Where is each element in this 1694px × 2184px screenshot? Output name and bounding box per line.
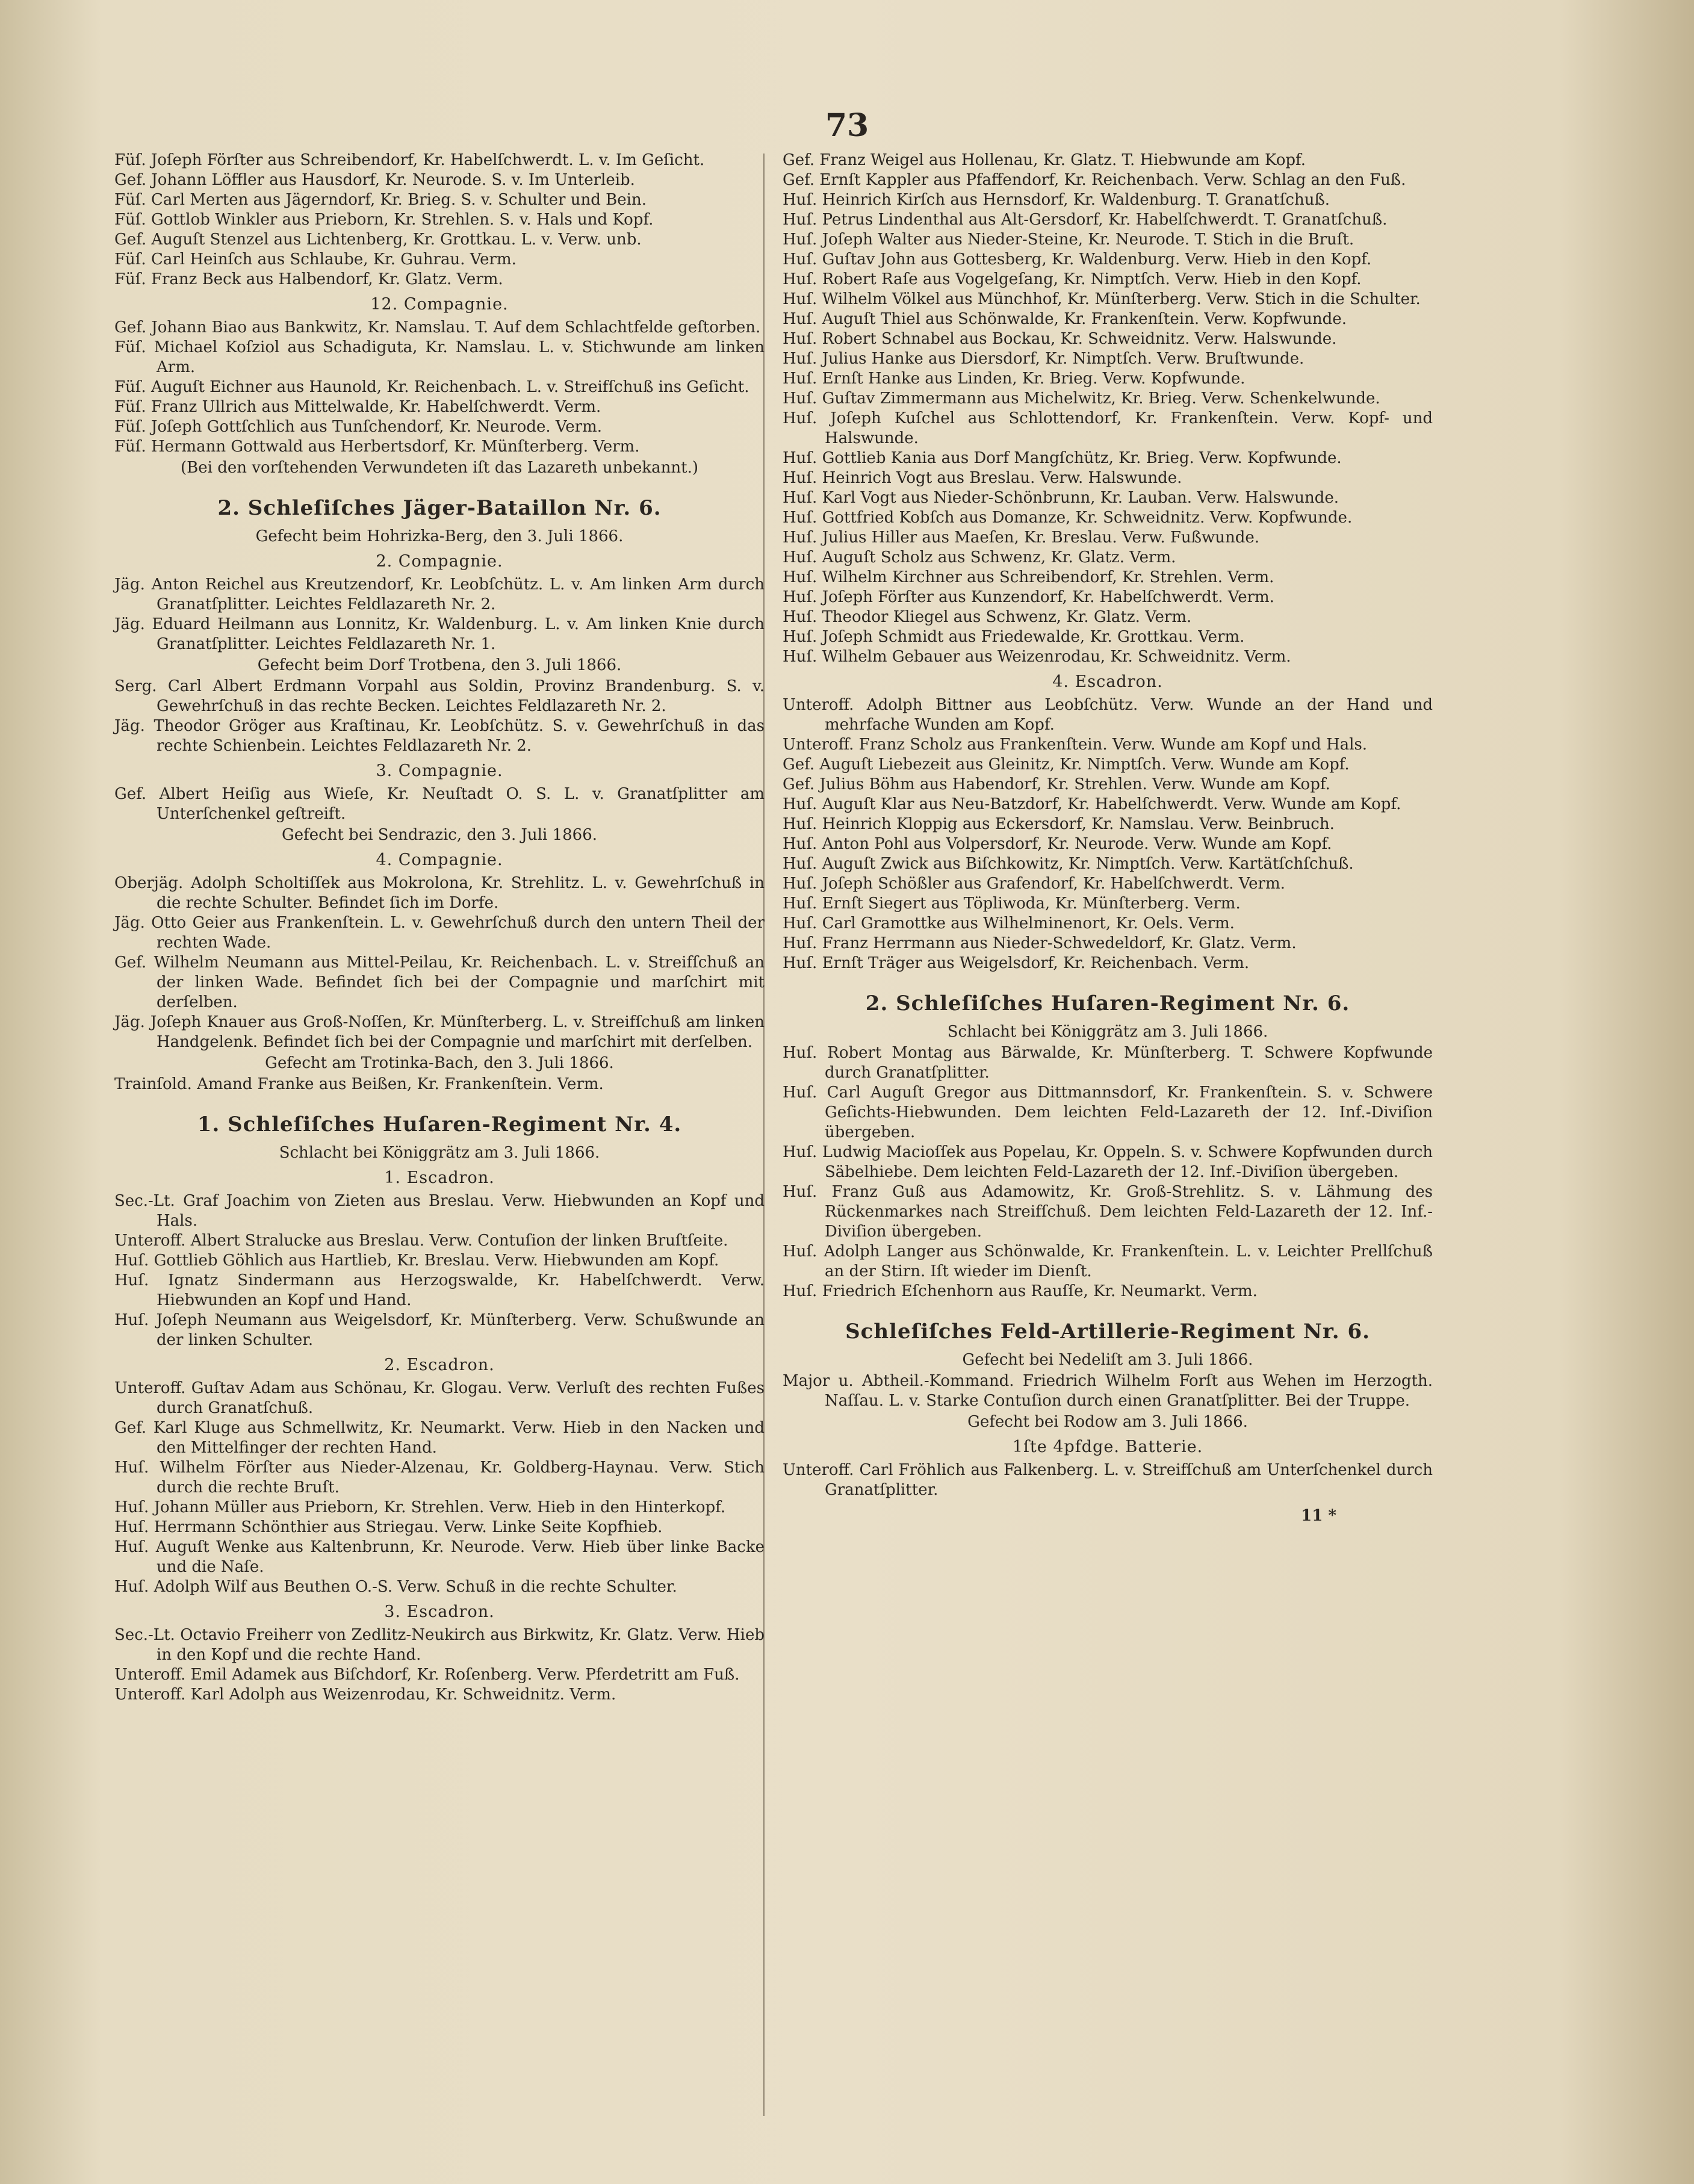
casualty-entry: Füſ. Franz Ullrich aus Mittelwalde, Kr. Habelſchwerdt. Verm. [114,398,601,416]
casualty-entry: Gef. Wilhelm Neumann aus Mittel-Peilau, Kr. Reichenbach. L. v. Streifſchuß an der linken Wade. Befindet ſich bei der Compagnie und marſchirt mit derſelben. [114,954,765,1011]
entry-list [783,150,1433,667]
regiment-heading: 2. Schleſiſches Huſaren-Regiment Nr. 6. [865,991,1350,1016]
casualty-entry: Sec.-Lt. Graf Joachim von Zieten aus Breslau. Verw. Hiebwunden an Kopf und Hals. [114,1192,765,1230]
battle-heading: Schlacht bei Königgrätz am 3. Juli 1866. [947,1023,1268,1041]
casualty-entry: Huſ. Carl Auguſt Gregor aus Dittmannsdorf, Kr. Frankenſtein. S. v. Schwere Geſichts-Hiebwunden. Dem leichten Feld-Lazareth der 12. Inf.-Diviſion übergeben. [783,1084,1433,1141]
casualty-entry: Huſ. Julius Hanke aus Diersdorf, Kr. Nimptſch. Verw. Bruſtwunde. [783,350,1305,368]
entry-list [783,1371,1433,1411]
casualty-entry: Huſ. Auguſt Scholz aus Schwenz, Kr. Glatz. Verm. [783,548,1176,566]
battery-heading: 1ſte 4pfdge. Batterie. [1012,1438,1203,1456]
entry-list [114,318,765,457]
casualty-entry: Unteroff. Karl Adolph aus Weizenrodau, Kr. Schweidnitz. Verm. [114,1686,616,1704]
company-heading: 12. Compagnie. [370,295,509,314]
battle-heading: Schlacht bei Königgrätz am 3. Juli 1866. [279,1144,600,1162]
casualty-entry: Huſ. Ernſt Träger aus Weigelsdorf, Kr. Reichenbach. Verm. [783,954,1250,972]
entry-list [114,1625,765,1705]
signature-mark: 11 * [1301,1507,1336,1525]
entry-list [114,1075,765,1094]
casualty-entry: Gef. Karl Kluge aus Schmellwitz, Kr. Neumarkt. Verw. Hieb in den Nacken und den Mittelfinger der rechten Hand. [114,1419,765,1457]
casualty-entry: Huſ. Ernſt Siegert aus Töpliwoda, Kr. Münſterberg. Verm. [783,895,1241,913]
left-column [114,150,765,1705]
entry-list [783,1043,1433,1301]
battle-heading: Gefecht beim Hohrizka-Berg, den 3. Juli 1866. [255,527,624,545]
casualty-entry: Gef. Albert Heiſig aus Wieſe, Kr. Neuſtadt O. S. L. v. Granatſplitter am Unterſchenkel geſtreift. [114,785,765,823]
casualty-entry: Unteroff. Carl Fröhlich aus Falkenberg. L. v. Streifſchuß am Unterſchenkel durch Granatſplitter. [783,1461,1433,1499]
entry-list [114,150,765,290]
battle-heading: Gefecht am Trotinka-Bach, den 3. Juli 1866. [265,1054,614,1072]
casualty-entry: Huſ. Wilhelm Gebauer aus Weizenrodau, Kr. Schweidnitz. Verm. [783,648,1291,666]
casualty-entry: Füſ. Carl Merten aus Jägerndorf, Kr. Brieg. S. v. Schulter und Bein. [114,191,647,209]
casualty-entry: Jäg. Anton Reichel aus Kreutzendorf, Kr. Leobſchütz. L. v. Am linken Arm durch Granatſplitter. Leichtes Feldlazareth Nr. 2. [114,575,765,613]
casualty-entry: Huſ. Julius Hiller aus Maeſen, Kr. Breslau. Verw. Fußwunde. [783,529,1260,547]
casualty-entry: Huſ. Franz Herrmann aus Nieder-Schwedeldorf, Kr. Glatz. Verm. [783,934,1297,952]
escadron-heading: 4. Escadron. [1052,672,1163,691]
casualty-entry: Huſ. Joſeph Kuſchel aus Schlottendorf, Kr. Frankenſtein. Verw. Kopf- und Halswunde. [783,409,1433,447]
casualty-entry: Huſ. Karl Vogt aus Nieder-Schönbrunn, Kr. Lauban. Verw. Halswunde. [783,489,1339,507]
casualty-entry: Huſ. Ernſt Hanke aus Linden, Kr. Brieg. Verw. Kopfwunde. [783,370,1246,388]
casualty-entry: Unteroff. Emil Adamek aus Biſchdorf, Kr. Roſenberg. Verw. Pferdetritt am Fuß. [114,1666,740,1684]
casualty-entry: Jäg. Theodor Gröger aus Kraſtinau, Kr. Leobſchütz. S. v. Gewehrſchuß in das rechte Schienbein. Leichtes Feldlazareth Nr. 2. [114,717,765,755]
casualty-entry: Huſ. Gottfried Kobſch aus Domanze, Kr. Schweidnitz. Verw. Kopfwunde. [783,509,1353,527]
casualty-entry: Huſ. Guſtav Zimmermann aus Michelwitz, Kr. Brieg. Verw. Schenkelwunde. [783,389,1380,408]
regiment-heading: 2. Schleſiſches Jäger-Bataillon Nr. 6. [217,496,662,520]
casualty-entry: Huſ. Wilhelm Förſter aus Nieder-Alzenau, Kr. Goldberg-Haynau. Verw. Stich durch die rechte Bruſt. [114,1459,765,1497]
battle-heading: Gefecht beim Dorf Trotbena, den 3. Juli 1866. [257,656,622,674]
casualty-entry: Huſ. Theodor Kliegel aus Schwenz, Kr. Glatz. Verm. [783,608,1192,626]
casualty-entry: Gef. Julius Böhm aus Habendorf, Kr. Strehlen. Verw. Wunde am Kopf. [783,775,1330,793]
regiment-heading: Schleſiſches Feld-Artillerie-Regiment Nr. 6. [845,1320,1370,1344]
casualty-entry: Gef. Auguſt Liebezeit aus Gleinitz, Kr. Nimptſch. Verw. Wunde am Kopf. [783,755,1350,774]
casualty-entry: Füſ. Auguſt Eichner aus Haunold, Kr. Reichenbach. L. v. Streifſchuß ins Geſicht. [114,378,749,396]
casualty-entry: Huſ. Joſeph Neumann aus Weigelsdorf, Kr. Münſterberg. Verw. Schußwunde an der linken Schulter. [114,1311,765,1349]
casualty-entry: Gef. Johann Löffler aus Hausdorf, Kr. Neurode. S. v. Im Unterleib. [114,171,635,189]
casualty-entry: Huſ. Anton Pohl aus Volpersdorf, Kr. Neurode. Verw. Wunde am Kopf. [783,835,1332,853]
casualty-entry: Trainſold. Amand Franke aus Beißen, Kr. Frankenſtein. Verm. [114,1075,604,1093]
casualty-entry: Füſ. Hermann Gottwald aus Herbertsdorf, Kr. Münſterberg. Verm. [114,438,640,456]
entry-list [114,677,765,756]
casualty-entry: Huſ. Friedrich Eſchenhorn aus Rauſſe, Kr. Neumarkt. Verm. [783,1282,1258,1300]
casualty-entry: Huſ. Heinrich Kirſch aus Hernsdorf, Kr. Waldenburg. T. Granatſchuß. [783,191,1330,209]
entry-list [783,1460,1433,1500]
casualty-entry: Huſ. Gottlieb Kania aus Dorf Mangſchütz, Kr. Brieg. Verw. Kopfwunde. [783,449,1342,467]
casualty-entry: Oberjäg. Adolph Scholtiſſek aus Mokrolona, Kr. Strehlitz. L. v. Gewehrſchuß in die rechte Schulter. Befindet ſich im Dorfe. [114,874,765,912]
casualty-entry: Huſ. Ignatz Sindermann aus Herzogswalde, Kr. Habelſchwerdt. Verw. Hiebwunden an Kopf und Hand. [114,1271,765,1309]
casualty-entry: Huſ. Heinrich Vogt aus Breslau. Verw. Halswunde. [783,469,1182,487]
page-number: 73 [825,107,869,144]
casualty-entry: Füſ. Franz Beck aus Halbendorf, Kr. Glatz. Verm. [114,270,503,288]
casualty-entry: Huſ. Robert Montag aus Bärwalde, Kr. Münſterberg. T. Schwere Kopfwunde durch Granatſplitter. [783,1044,1433,1082]
battle-heading: Gefecht bei Sendrazic, den 3. Juli 1866. [281,826,598,844]
casualty-entry: Huſ. Carl Gramottke aus Wilhelminenort, Kr. Oels. Verm. [783,914,1235,932]
casualty-entry: Huſ. Petrus Lindenthal aus Alt-Gersdorf, Kr. Habelſchwerdt. T. Granatſchuß. [783,211,1388,229]
entry-list [114,873,765,1052]
entry-list [114,784,765,824]
note: (Bei den vorſtehenden Verwundeten iſt das Lazareth unbekannt.) [181,459,698,477]
right-column [783,150,1433,1526]
casualty-entry: Huſ. Joſeph Walter aus Nieder-Steine, Kr. Neurode. T. Stich in die Bruſt. [783,231,1354,249]
casualty-entry: Huſ. Joſeph Schößler aus Grafendorf, Kr. Habelſchwerdt. Verm. [783,875,1285,893]
casualty-entry: Unteroff. Albert Stralucke aus Breslau. Verw. Contuſion der linken Bruſtſeite. [114,1232,728,1250]
company-heading: 2. Compagnie. [376,552,503,571]
casualty-entry: Serg. Carl Albert Erdmann Vorpahl aus Soldin, Provinz Brandenburg. S. v. Gewehrſchuß in das rechte Becken. Leichtes Feldlazareth Nr. 2. [114,677,765,715]
casualty-entry: Huſ. Guſtav John aus Gottesberg, Kr. Waldenburg. Verw. Hieb in den Kopf. [783,250,1372,268]
escadron-heading: 2. Escadron. [384,1356,495,1374]
escadron-heading: 3. Escadron. [384,1602,495,1621]
casualty-entry: Huſ. Adolph Langer aus Schönwalde, Kr. Frankenſtein. L. v. Leichter Prellſchuß an der Stirn. Iſt wieder im Dienſt. [783,1242,1433,1280]
casualty-entry: Unteroff. Franz Scholz aus Frankenſtein. Verw. Wunde am Kopf und Hals. [783,736,1368,754]
casualty-entry: Füſ. Joſeph Förſter aus Schreibendorf, Kr. Habelſchwerdt. L. v. Im Geſicht. [114,151,705,169]
casualty-entry: Huſ. Auguſt Thiel aus Schönwalde, Kr. Frankenſtein. Verw. Kopfwunde. [783,310,1347,328]
casualty-entry: Huſ. Robert Raſe aus Vogelgeſang, Kr. Nimptſch. Verw. Hieb in den Kopf. [783,270,1362,288]
casualty-entry: Major u. Abtheil.-Kommand. Friedrich Wilhelm Forſt aus Wehen im Herzogth. Naſſau. L. v. Starke Contuſion durch einen Granatſplitter. Bei der Truppe. [783,1372,1433,1410]
entry-list [114,1191,765,1350]
casualty-entry: Jäg. Joſeph Knauer aus Groß-Noſſen, Kr. Münſterberg. L. v. Streifſchuß am linken Handgelenk. Befindet ſich bei der Compagnie und marſchirt mit derſelben. [114,1013,765,1051]
entry-list [114,575,765,654]
battle-heading: Gefecht bei Rodow am 3. Juli 1866. [967,1413,1248,1431]
casualty-entry: Huſ. Joſeph Förſter aus Kunzendorf, Kr. Habelſchwerdt. Verm. [783,588,1274,606]
casualty-entry: Huſ. Heinrich Kloppig aus Eckersdorf, Kr. Namslau. Verw. Beinbruch. [783,815,1335,833]
casualty-entry: Füſ. Joſeph Gottſchlich aus Tunſchendorf, Kr. Neurode. Verm. [114,418,602,436]
casualty-entry: Jäg. Eduard Heilmann aus Lonnitz, Kr. Waldenburg. L. v. Am linken Knie durch Granatſplitter. Leichtes Feldlazareth Nr. 1. [114,615,765,653]
casualty-entry: Gef. Franz Weigel aus Hollenau, Kr. Glatz. T. Hiebwunde am Kopf. [783,151,1306,169]
battle-heading: Gefecht bei Nedeliſt am 3. Juli 1866. [962,1351,1253,1369]
casualty-entry: Gef. Auguſt Stenzel aus Lichtenberg, Kr. Grottkau. L. v. Verw. unb. [114,231,642,249]
escadron-heading: 1. Escadron. [384,1168,495,1187]
regiment-heading: 1. Schleſiſches Huſaren-Regiment Nr. 4. [197,1112,682,1137]
company-heading: 3. Compagnie. [376,762,503,780]
casualty-entry: Huſ. Auguſt Wenke aus Kaltenbrunn, Kr. Neurode. Verw. Hieb über linke Backe und die Naſe. [114,1538,765,1576]
casualty-entry: Huſ. Wilhelm Kirchner aus Schreibendorf, Kr. Strehlen. Verm. [783,568,1274,586]
casualty-entry: Huſ. Wilhelm Völkel aus Münchhof, Kr. Münſterberg. Verw. Stich in die Schulter. [783,290,1421,308]
casualty-entry: Füſ. Michael Koſziol aus Schadiguta, Kr. Namslau. L. v. Stichwunde am linken Arm. [114,338,765,376]
casualty-entry: Füſ. Carl Heinſch aus Schlaube, Kr. Guhrau. Verm. [114,250,517,268]
casualty-entry: Huſ. Robert Schnabel aus Bockau, Kr. Schweidnitz. Verw. Halswunde. [783,330,1337,348]
casualty-entry: Gef. Ernſt Kappler aus Pfaffendorf, Kr. Reichenbach. Verw. Schlag an den Fuß. [783,171,1406,189]
casualty-entry: Jäg. Otto Geier aus Frankenſtein. L. v. Gewehrſchuß durch den untern Theil der rechten Wade. [114,914,765,952]
casualty-entry: Huſ. Franz Guß aus Adamowitz, Kr. Groß-Strehlitz. S. v. Lähmung des Rückenmarkes nach Streifſchuß. Dem leichten Feld-Lazareth der 12. Inf.-Diviſion übergeben. [783,1183,1433,1241]
casualty-entry: Huſ. Ludwig Macioſſek aus Popelau, Kr. Oppeln. S. v. Schwere Kopfwunden durch Säbelhiebe. Dem leichten Feld-Lazareth der 12. Inf.-Diviſion übergeben. [783,1143,1433,1181]
entry-list [114,1379,765,1597]
casualty-entry: Huſ. Adolph Wilf aus Beuthen O.-S. Verw. Schuß in die rechte Schulter. [114,1578,677,1596]
casualty-entry: Unteroff. Guſtav Adam aus Schönau, Kr. Glogau. Verw. Verluſt des rechten Fußes durch Granatſchuß. [114,1379,765,1417]
entry-list [783,695,1433,973]
casualty-entry: Huſ. Gottlieb Göhlich aus Hartlieb, Kr. Breslau. Verw. Hiebwunden am Kopf. [114,1252,719,1270]
casualty-entry: Sec.-Lt. Octavio Freiherr von Zedlitz-Neukirch aus Birkwitz, Kr. Glatz. Verw. Hieb in den Kopf und die rechte Hand. [114,1626,765,1664]
casualty-entry: Huſ. Auguſt Klar aus Neu-Batzdorf, Kr. Habelſchwerdt. Verw. Wunde am Kopf. [783,795,1401,813]
casualty-entry: Füſ. Gottlob Winkler aus Prieborn, Kr. Strehlen. S. v. Hals und Kopf. [114,211,654,229]
casualty-entry: Huſ. Auguſt Zwick aus Biſchkowitz, Kr. Nimptſch. Verw. Kartätſchſchuß. [783,855,1354,873]
casualty-entry: Huſ. Joſeph Schmidt aus Friedewalde, Kr. Grottkau. Verm. [783,628,1245,646]
casualty-entry: Unteroff. Adolph Bittner aus Leobſchütz. Verw. Wunde an der Hand und mehrfache Wunden am Kopf. [783,696,1433,734]
casualty-entry: Huſ. Herrmann Schönthier aus Striegau. Verw. Linke Seite Kopfhieb. [114,1518,663,1536]
casualty-entry: Gef. Johann Biao aus Bankwitz, Kr. Namslau. T. Auf dem Schlachtfelde geſtorben. [114,318,761,337]
company-heading: 4. Compagnie. [376,851,503,869]
casualty-entry: Huſ. Johann Müller aus Prieborn, Kr. Strehlen. Verw. Hieb in den Hinterkopf. [114,1498,726,1516]
